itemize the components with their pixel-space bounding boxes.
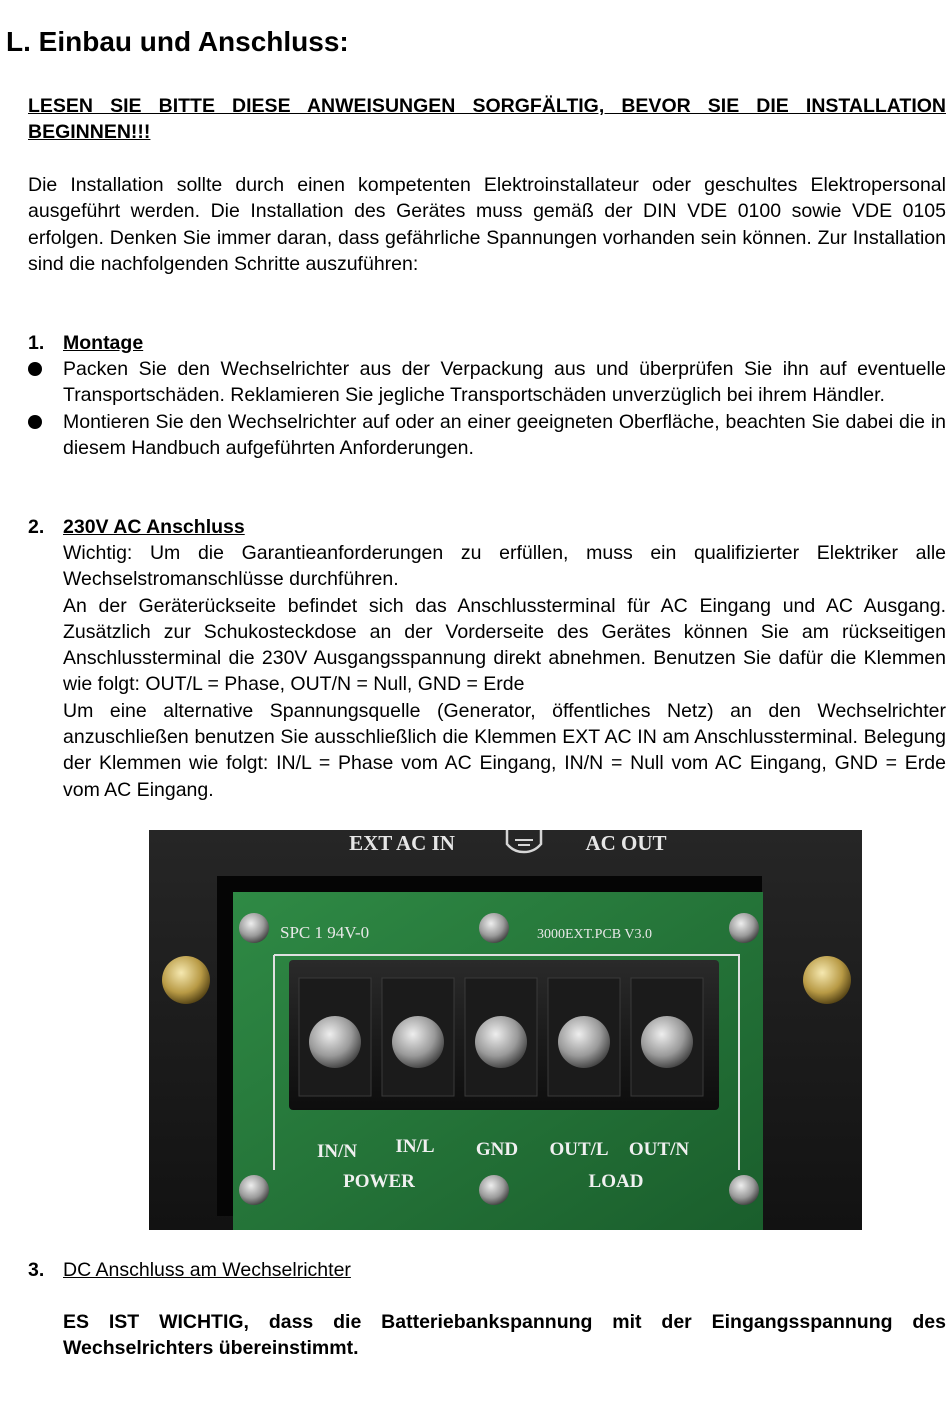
terminal-block-photo bbox=[149, 830, 862, 1230]
list-item bbox=[28, 409, 946, 462]
screw-icon bbox=[729, 1175, 759, 1205]
section-2-paragraph: Wichtig: Um die Garantieanforderungen zu erfüllen, muss ein qualifizierter Elektriker alle Wechselstromanschlüsse durchführen. bbox=[63, 542, 946, 591]
power-label: POWER bbox=[343, 1171, 415, 1192]
installation-warning: LESEN SIE BITTE DIESE ANWEISUNGEN SORGFÄLTIG, BEVOR SIE DIE INSTALLATION BEGINNEN!!! bbox=[28, 95, 946, 144]
pcb-spc-label: SPC 1 94V-0 bbox=[280, 923, 370, 942]
list-item bbox=[28, 356, 946, 409]
terminal-screw-icon bbox=[392, 1016, 444, 1068]
section-2-heading bbox=[28, 514, 245, 540]
screw-icon bbox=[239, 1175, 269, 1205]
section-1-title: Montage bbox=[63, 332, 144, 354]
terminal-screw-icon bbox=[309, 1016, 361, 1068]
terminal-screw-icon bbox=[475, 1016, 527, 1068]
section-2-paragraph: An der Geräterückseite befindet sich das Anschlussterminal für AC Eingang und AC Ausgang. Zusätzlich zur Schukosteckdose an der Vorderseite des Gerätes können Sie am rückseitigen Anschlussterminal die 230V Ausgangsspannung direkt abnehmen. Benutzen Sie dafür die Klemmen wie folgt: OUT/L = Phase, OUT/N = Null, GND = Erde bbox=[63, 594, 946, 696]
terminal-label-out-l: OUT/L bbox=[549, 1139, 609, 1160]
section-3-number: 3. bbox=[28, 1259, 45, 1281]
section-2-paragraph: Um eine alternative Spannungsquelle (Generator, öffentliches Netz) an den Wechselrichter anzuschließen benutzen Sie ausschließlich die Klemmen EXT AC IN am Anschlussterminal. Belegung der Klemmen wie folgt: IN/L = Phase vom AC Eingang, IN/N = Null vom AC Eingang, GND = Erde vom AC Eingang. bbox=[63, 699, 946, 801]
section-2-number: 2. bbox=[28, 516, 45, 538]
terminal-label-in-n: IN/N bbox=[316, 1141, 358, 1162]
section-1-heading bbox=[28, 330, 143, 356]
terminal-screw-icon bbox=[558, 1016, 610, 1068]
screw-icon bbox=[162, 956, 210, 1004]
section-1-number: 1. bbox=[28, 332, 45, 354]
section-3-heading bbox=[28, 1257, 351, 1283]
section-3-title: DC Anschluss am Wechselrichter bbox=[63, 1259, 351, 1281]
pcb-version-label: 3000EXT.PCB V3.0 bbox=[537, 927, 652, 942]
terminal-screw-icon bbox=[641, 1016, 693, 1068]
bullet-icon bbox=[28, 415, 42, 429]
screw-icon bbox=[803, 956, 851, 1004]
section-2-title: 230V AC Anschluss bbox=[63, 516, 245, 538]
page-title: L. Einbau und Anschluss: bbox=[6, 26, 349, 57]
ext-ac-in-label: EXT AC IN bbox=[349, 831, 455, 855]
section-3-paragraph: ES IST WICHTIG, dass die Batteriebankspannung mit der Eingangsspannung des Wechselrichters übereinstimmt. bbox=[63, 1311, 946, 1360]
section-2-body bbox=[63, 540, 946, 803]
bullet-icon bbox=[28, 362, 42, 376]
terminal-screws bbox=[299, 978, 703, 1096]
terminal-label-gnd: GND bbox=[475, 1139, 519, 1160]
section-1-bullet-list bbox=[28, 356, 946, 461]
terminal-label-out-n: OUT/N bbox=[628, 1139, 690, 1160]
screw-icon bbox=[479, 913, 509, 943]
screw-icon bbox=[239, 913, 269, 943]
intro-paragraph: Die Installation sollte durch einen kompetenten Elektroinstallateur oder geschultes Elektropersonal ausgeführt werden. Die Installation des Gerätes muss gemäß der DIN VDE 0100 sowie VDE 0105 erfolgen. Denken Sie immer daran, dass gefährliche Spannungen vorhanden sein können. Zur Installation sind die nachfolgenden Schritte auszuführen: bbox=[28, 174, 946, 275]
screw-icon bbox=[729, 913, 759, 943]
terminal-label-in-l: IN/L bbox=[395, 1136, 435, 1157]
screw-icon bbox=[479, 1175, 509, 1205]
bullet-text: Montieren Sie den Wechselrichter auf oder an einer geeigneten Oberfläche, beachten Sie dabei die in diesem Handbuch aufgeführten Anforderungen. bbox=[63, 410, 946, 459]
load-label: LOAD bbox=[588, 1171, 644, 1192]
bullet-text: Packen Sie den Wechselrichter aus der Verpackung aus und überprüfen Sie ihn auf eventuelle Transportschäden. Reklamieren Sie jegliche Transportschäden unverzüglich bei ihrem Händler. bbox=[63, 358, 946, 407]
ac-out-label: AC OUT bbox=[585, 831, 667, 855]
